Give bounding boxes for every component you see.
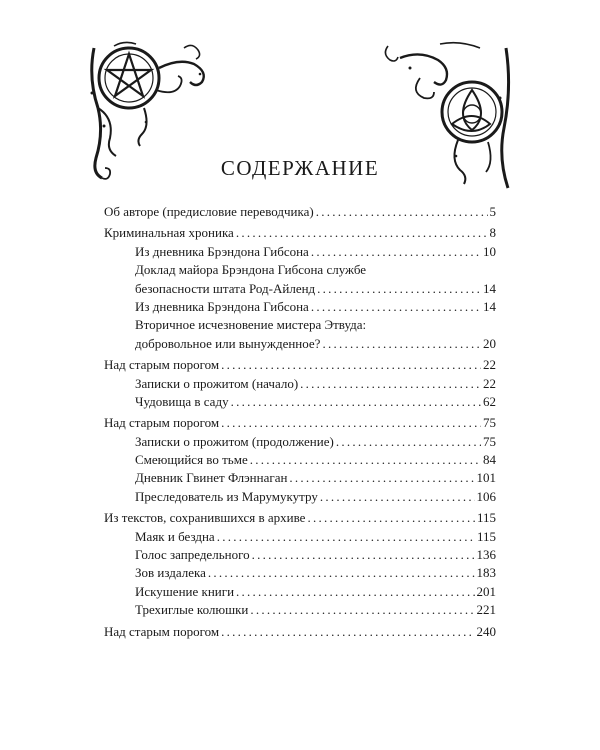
leader-dots [208, 564, 475, 582]
toc-entry-page: 106 [476, 488, 496, 504]
leader-dots [311, 243, 481, 261]
toc-entry-page: 84 [483, 452, 496, 468]
toc-entry-page: 115 [476, 510, 496, 526]
leader-dots [320, 488, 475, 506]
toc-entry-page: 8 [489, 225, 496, 241]
toc-entry-title: Вторичное исчезновение мистера Этвуда: [135, 317, 367, 333]
toc-entry-title: Искушение книги [135, 583, 235, 599]
toc-entry [104, 261, 496, 279]
toc-entry [104, 280, 496, 298]
toc-entry-page: 5 [489, 203, 496, 219]
leader-dots [252, 546, 475, 564]
toc-entry-title: Записки о прожитом (продолжение) [135, 433, 334, 449]
toc-entry [104, 469, 496, 487]
toc-entry-page: 75 [483, 415, 496, 431]
toc-entry-title: Над старым порогом [104, 623, 220, 639]
toc-entry-page: 62 [483, 393, 496, 409]
leader-dots [317, 280, 481, 298]
toc-entry-page: 201 [476, 583, 496, 599]
toc-entry-title: Маяк и бездна [135, 528, 215, 544]
toc-entry-title: Доклад майора Брэндона Гибсона службе [135, 262, 367, 278]
toc-entry-title: Из дневника Брэндона Гибсона [135, 298, 309, 314]
toc-entry-title: безопасности штата Род-Айленд [135, 280, 316, 296]
leader-dots [231, 393, 481, 411]
toc-entry [104, 356, 496, 374]
toc-entry-title: Чудовища в саду [135, 393, 229, 409]
leader-dots [236, 224, 488, 242]
leader-dots [289, 469, 474, 487]
toc-entry-title: Над старым порогом [104, 357, 220, 373]
toc-entry-title: Смеющийся во тьме [135, 452, 248, 468]
leader-dots [322, 335, 481, 353]
leader-dots [221, 356, 481, 374]
leader-dots [300, 375, 481, 393]
toc-entry-page: 240 [476, 623, 496, 639]
toc-entry [104, 203, 496, 221]
toc-entry-page: 136 [476, 547, 496, 563]
toc-entry-title: Криминальная хроника [104, 225, 234, 241]
toc-entry-page: 115 [476, 528, 496, 544]
toc-entry-title: Об авторе (предисловие переводчика) [104, 203, 314, 219]
toc-entry [104, 243, 496, 261]
toc-entry [104, 375, 496, 393]
toc-entry-page: 10 [483, 243, 496, 259]
toc-entry-page: 20 [483, 335, 496, 351]
leader-dots [236, 583, 474, 601]
toc-entry [104, 393, 496, 411]
toc-entry [104, 601, 496, 619]
leader-dots [250, 451, 481, 469]
toc-entry [104, 564, 496, 582]
toc-entry-title: Из дневника Брэндона Гибсона [135, 243, 309, 259]
toc-entry-page: 101 [476, 470, 496, 486]
toc-entry-title: Трехиглые колюшки [135, 602, 249, 618]
toc-entry-page: 183 [476, 565, 496, 581]
toc-entry [104, 583, 496, 601]
leader-dots [316, 203, 488, 221]
leader-dots [307, 509, 475, 527]
toc-entry-page: 221 [476, 602, 496, 618]
toc-entry [104, 528, 496, 546]
toc-entry [104, 623, 496, 641]
toc-entry-title: Преследователь из Марумукутру [135, 488, 318, 504]
page-title: СОДЕРЖАНИЕ [220, 156, 380, 181]
toc-entry-page: 14 [483, 298, 496, 314]
toc-entry-title: Дневник Гвинет Флэннаган [135, 470, 288, 486]
toc-entry [104, 316, 496, 334]
table-of-contents [104, 203, 496, 641]
leader-dots [221, 623, 474, 641]
toc-entry-page: 14 [483, 280, 496, 296]
toc-entry-title: Записки о прожитом (начало) [135, 375, 299, 391]
leader-dots [250, 601, 474, 619]
toc-entry [104, 546, 496, 564]
leader-dots [221, 414, 481, 432]
toc-entry [104, 488, 496, 506]
toc-entry [104, 451, 496, 469]
toc-entry [104, 509, 496, 527]
toc-entry [104, 414, 496, 432]
leader-dots [311, 298, 481, 316]
toc-entry [104, 433, 496, 451]
toc-entry [104, 224, 496, 242]
toc-entry-title: Зов издалека [135, 565, 206, 581]
toc-entry-page: 75 [483, 433, 496, 449]
leader-dots [217, 528, 475, 546]
toc-entry-title: Голос запредельного [135, 547, 250, 563]
toc-entry-title: добровольное или вынужденное? [135, 335, 321, 351]
toc-entry [104, 335, 496, 353]
toc-entry-page: 22 [483, 375, 496, 391]
toc-entry-title: Из текстов, сохранившихся в архиве [104, 510, 306, 526]
toc-entry-page: 22 [483, 357, 496, 373]
leader-dots [336, 433, 481, 451]
toc-entry [104, 298, 496, 316]
toc-entry-title: Над старым порогом [104, 415, 220, 431]
